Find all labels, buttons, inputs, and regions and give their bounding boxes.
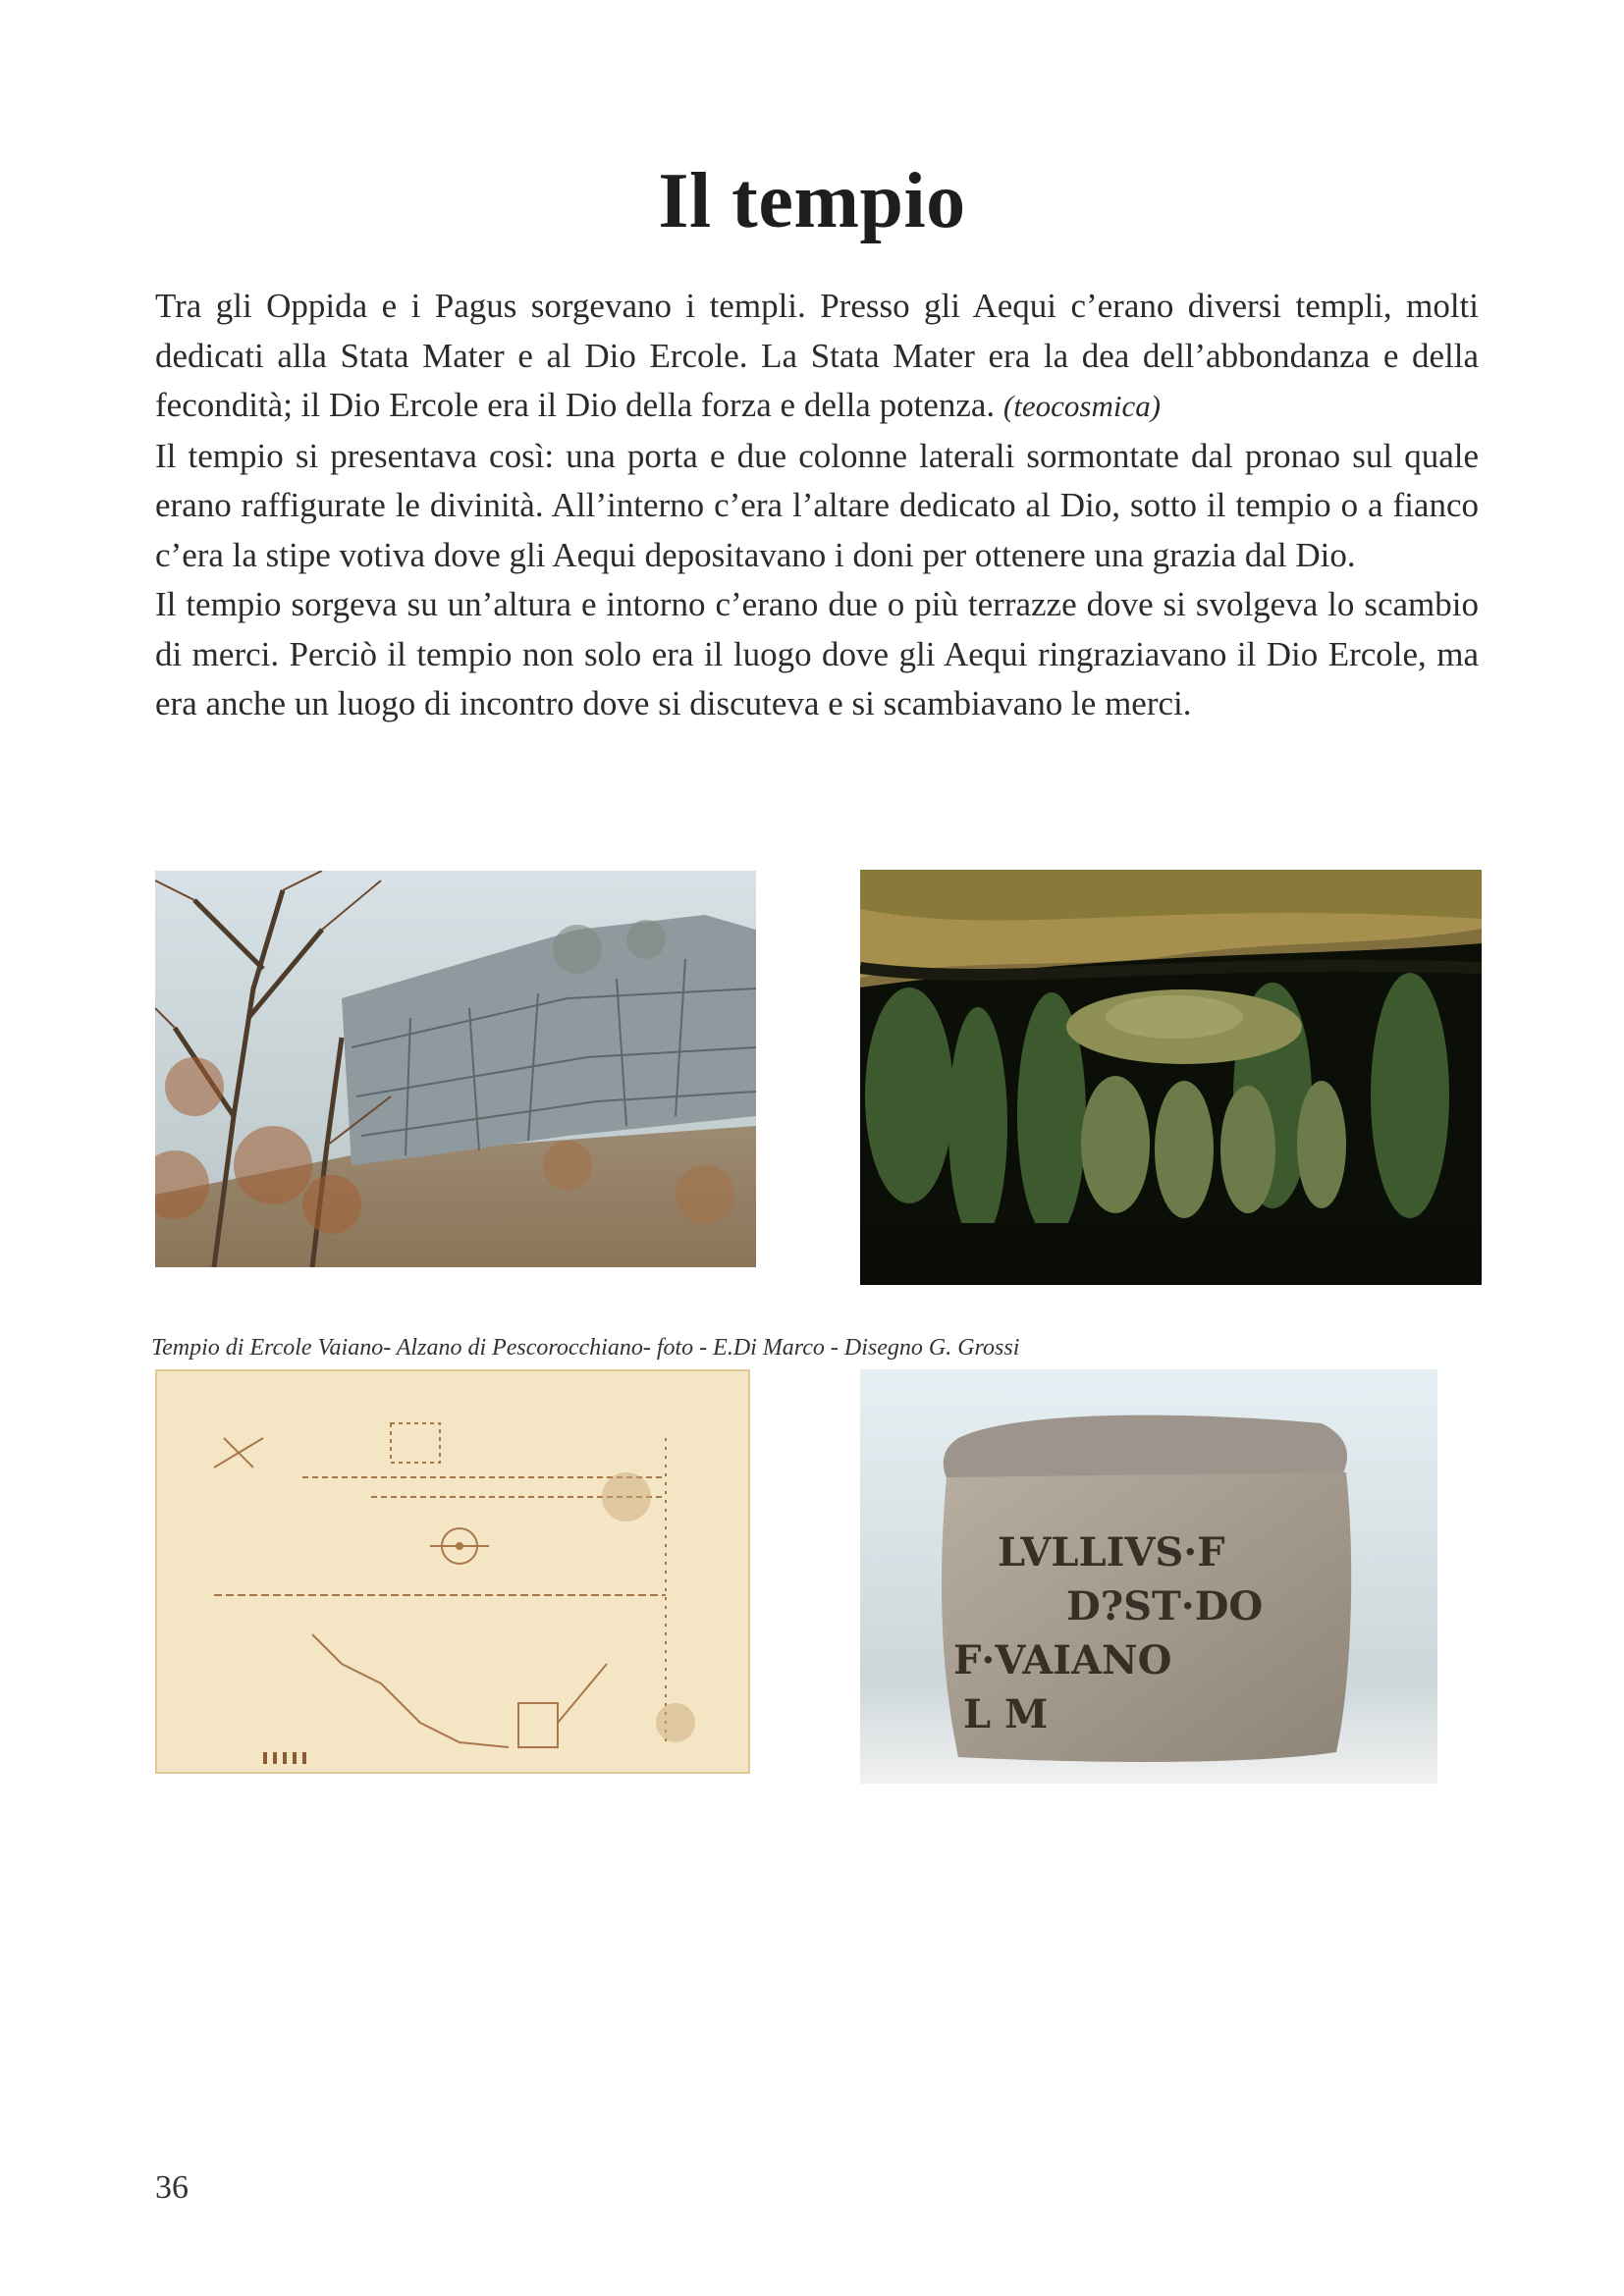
paragraph-1 bbox=[155, 282, 1479, 432]
paragraph-2: Il tempio si presentava così: una porta e due colonne laterali sormontate dal pronao sul quale erano raffigurate le divinità. All’interno c’era l’altare dedicato al Dio, sotto il tempio o a fianco c’era la stipe votiva dove gli Aequi depositavano i doni per ottenere una grazia dal Dio. bbox=[155, 436, 1479, 574]
inscription-line-1: LVLLIVS·F bbox=[998, 1529, 1225, 1575]
photo-inscribed-stone bbox=[860, 1369, 1437, 1784]
photo-votive-cavity bbox=[860, 870, 1482, 1285]
paragraph-3: Il tempio sorgeva su un’altura e intorno c’erano due o più terrazze dove si svolgeva lo scambio di merci. Perciò il tempio non solo era il luogo dove gli Aequi ringraziavano il Dio Ercole, ma era anche un luogo di incontro dove si discuteva e si scambiavano le merci. bbox=[155, 585, 1479, 722]
page-number: 36 bbox=[155, 2169, 189, 2206]
body-text bbox=[155, 282, 1479, 729]
drawing-temple-plan bbox=[155, 1369, 750, 1774]
inscription-line-2: D?ST·DO bbox=[1066, 1583, 1264, 1629]
paragraph-1-source: (teocosmica) bbox=[1002, 389, 1162, 423]
photo-temple-wall bbox=[155, 871, 756, 1267]
inscription-line-4: L M bbox=[963, 1691, 1049, 1737]
inscription-line-3: F·VAIANO bbox=[953, 1637, 1172, 1683]
page-title: Il tempio bbox=[658, 158, 966, 244]
paragraph-1-text: Tra gli Oppida e i Pagus sorgevano i templi. Presso gli Aequi c’erano diversi templi, molti dedicati alla Stata Mater e al Dio Ercole. La Stata Mater era la dea dell’abbondanza e della fecondità; il Dio Ercole era il Dio della forza e della potenza. bbox=[155, 287, 1479, 424]
figure-caption: Tempio di Ercole Vaiano- Alzano di Pescorocchiano- foto - E.Di Marco - Disegno G. Grossi bbox=[151, 1335, 1020, 1361]
